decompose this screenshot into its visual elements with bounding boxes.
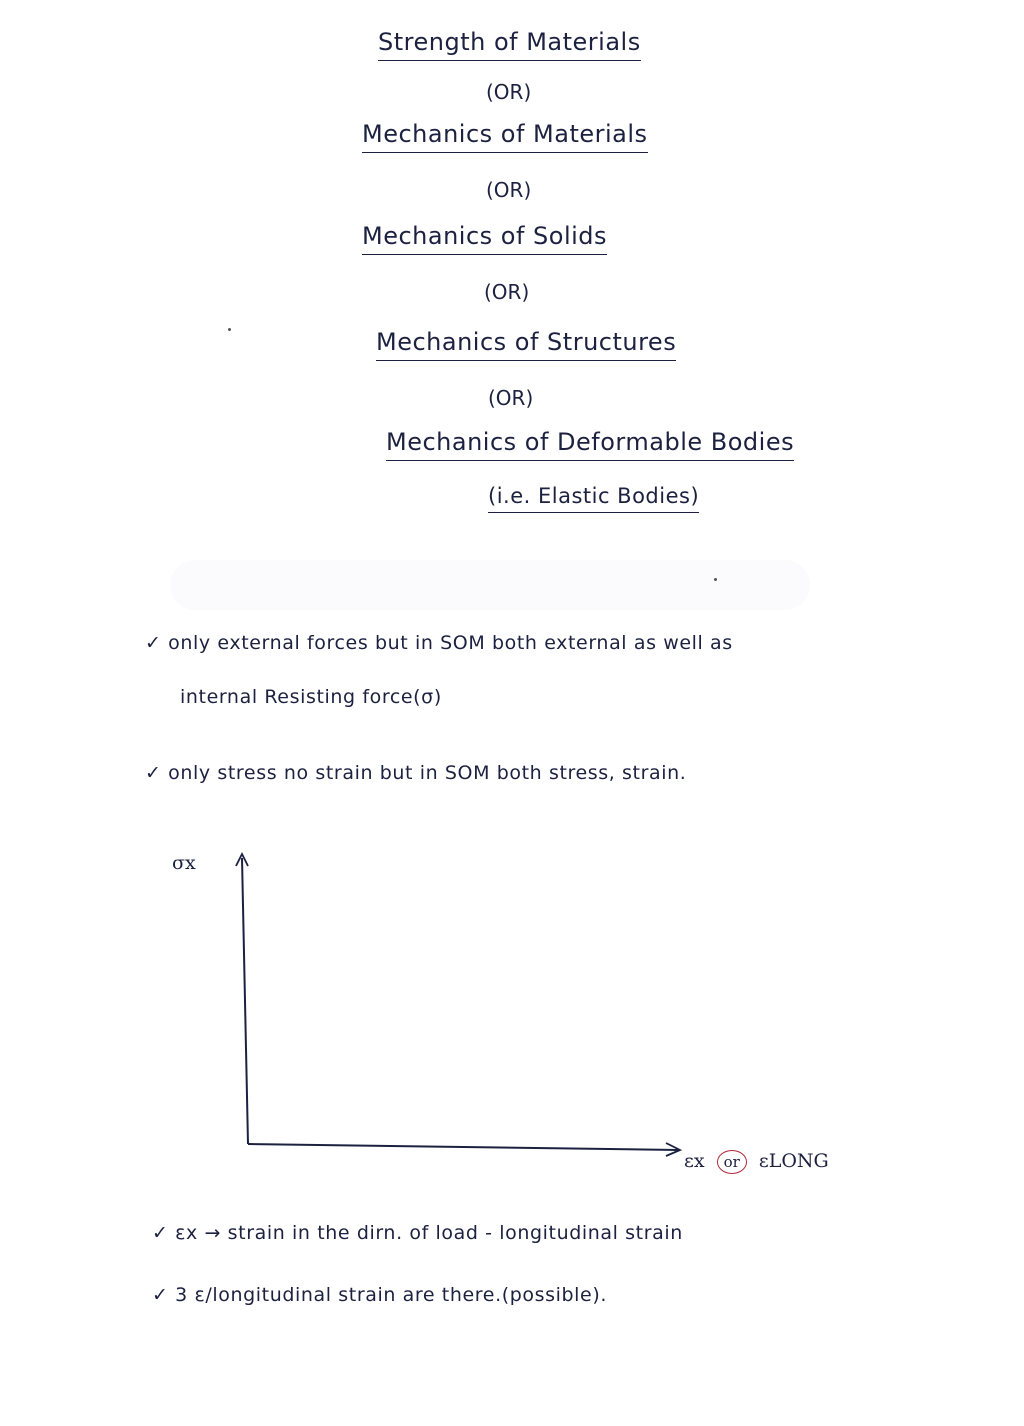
title-mechanics-of-materials: Mechanics of Materials [362, 120, 648, 153]
x-axis-label-group [684, 1150, 829, 1174]
y-axis-line [242, 858, 248, 1144]
note-three-strains: ✓ 3 ε/longitudinal strain are there.(possible). [152, 1284, 607, 1306]
x-axis-label-alt: εLONG [758, 1150, 829, 1172]
note-internal-resisting-force: internal Resisting force(σ) [180, 686, 442, 708]
stray-dot [228, 328, 231, 331]
title-mechanics-of-structures: Mechanics of Structures [376, 328, 676, 361]
or-circle: or [717, 1150, 747, 1174]
stress-strain-axes [160, 840, 880, 1190]
y-axis-label: σx [172, 852, 196, 874]
note-longitudinal-strain: ✓ εx → strain in the dirn. of load - longitudinal strain [152, 1222, 683, 1244]
x-axis-label: εx [684, 1150, 705, 1172]
note-external-forces: ✓ only external forces but in SOM both external as well as [145, 632, 733, 654]
or-label-1: (OR) [486, 80, 532, 104]
note-stress-strain: ✓ only stress no strain but in SOM both stress, strain. [145, 762, 687, 784]
title-strength-of-materials: Strength of Materials [378, 28, 641, 61]
stray-dot [714, 578, 717, 581]
faint-smudge [170, 560, 810, 610]
or-label-3: (OR) [484, 280, 530, 304]
title-elastic-bodies: (i.e. Elastic Bodies) [488, 484, 699, 513]
or-label-2: (OR) [486, 178, 532, 202]
title-mechanics-of-solids: Mechanics of Solids [362, 222, 607, 255]
title-mechanics-of-deformable-bodies: Mechanics of Deformable Bodies [386, 428, 794, 461]
x-axis-line [248, 1144, 678, 1150]
or-label-4: (OR) [488, 386, 534, 410]
